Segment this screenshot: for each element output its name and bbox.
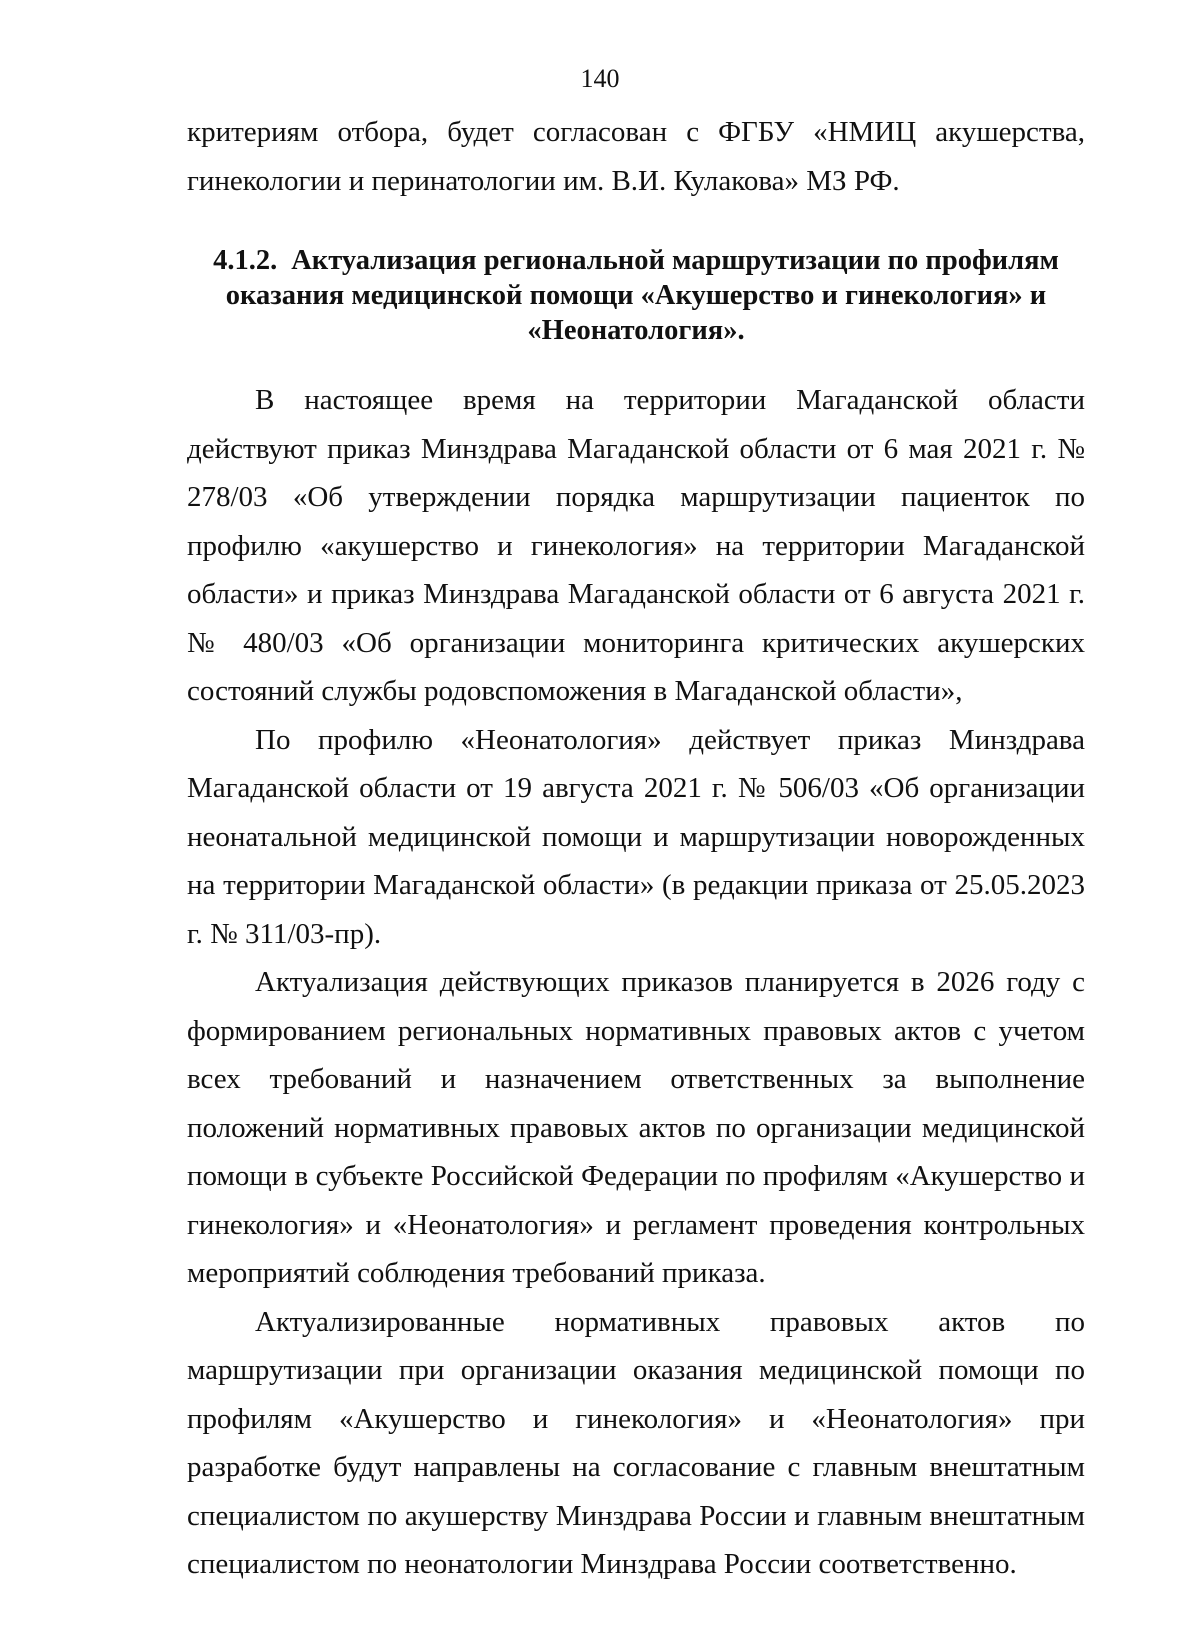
paragraph-continuation: критериям отбора, будет согласован с ФГБУ «НМИЦ акушерства, гинекологии и перинатологии им. В.И. Кулакова» МЗ РФ. [187,116,1085,197]
section-number: 4.1.2. [213,245,278,276]
section-heading [187,243,1085,348]
paragraph-neonatology-order: По профилю «Неонатология» действует приказ Минздрава Магаданской области от 19 августа 2021 г. № 506/03 «Об организации неонатальной медицинской помощи и маршрутизации новорожденных на территории Магаданской области» (в редакции приказа от 25.05.2023 г. № 311/03-пр). [187,723,1085,950]
paragraph-approval: Актуализированные нормативных правовых актов по маршрутизации при организации оказания медицинской помощи по профилям «Акушерство и гинекология» и «Неонатология» при разработке будут направлены на согласование с главным внештатным специалистом по акушерству Минздрава России и главным внештатным специалистом по неонатологии Минздрава России соответственно. [187,1305,1085,1580]
section-title: Актуализация региональной маршрутизации по профилям оказания медицинской помощи «Акушерство и гинекология» и «Неонатология». [225,245,1059,346]
document-body [187,108,1085,1589]
paragraph-update-plan: Актуализация действующих приказов планируется в 2026 году с формированием региональных нормативных правовых актов с учетом всех требований и назначением ответственных за выполнение положений нормативных правовых актов по организации медицинской помощи в субъекте Российской Федерации по профилям «Акушерство и гинекология» и «Неонатология» и регламент проведения контрольных мероприятий соблюдения требований приказа. [187,966,1085,1289]
paragraph-current-orders: В настоящее время на территории Магаданской области действуют приказ Минздрава Магаданской области от 6 мая 2021 г. № 278/03 «Об утверждении порядка маршрутизации пациенток по профилю «акушерство и гинекология» на территории Магаданской области» и приказ Минздрава Магаданской области от 6 августа 2021 г. № 480/03 «Об организации мониторинга критических акушерских состояний службы родовспоможения в Магаданской области», [187,384,1085,707]
page-number: 140 [580,64,620,93]
